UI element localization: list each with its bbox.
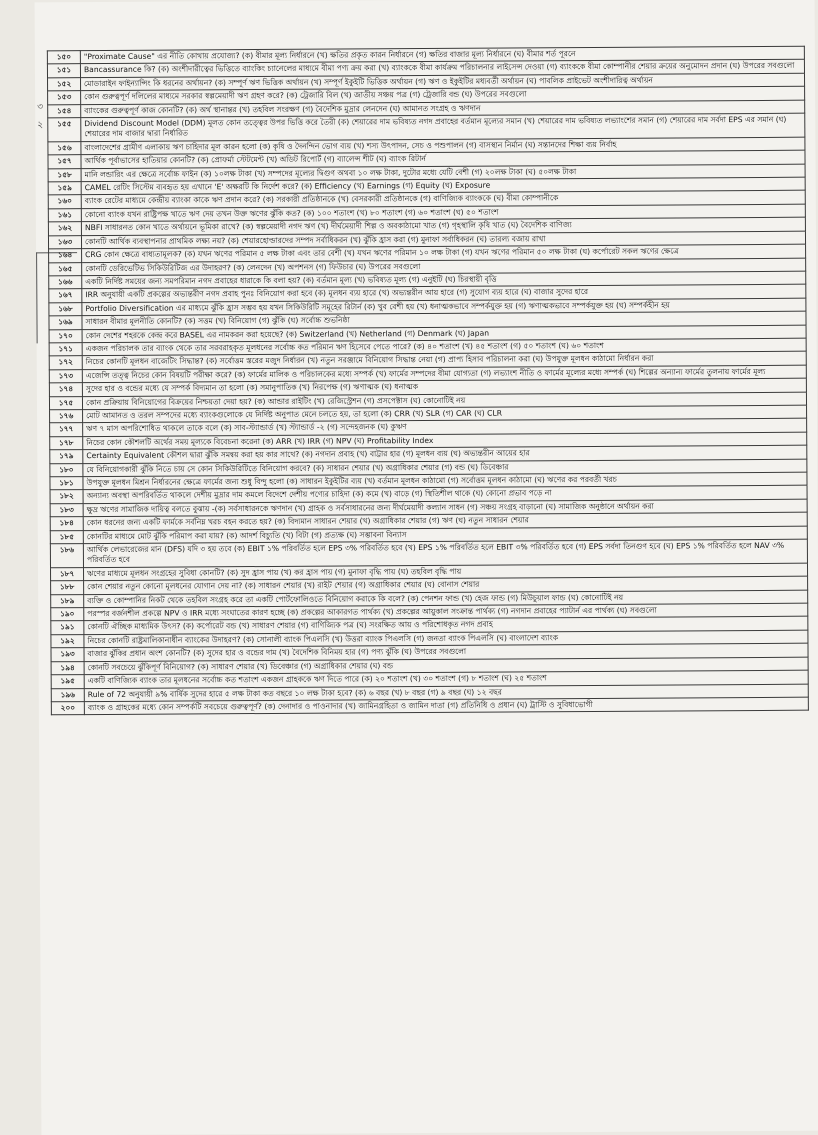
question-number: ১৭৭ bbox=[50, 423, 83, 437]
question-number: ১৮৩ bbox=[50, 503, 83, 517]
question-text: Bancassurance কি? (ক) অংশীদারীত্বের ভিত্তিতে ব্যাংকিং চ্যানেলের মাধ্যমে বীমা পণ্য ক্রয় করা (খ) ব্যাংককে বীমা কার্যক্রম পরিচালনার লাইসেন্স দেওয়া (গ) ব্যাংককে বীমা কোম্পানীর শেয়ার ক্রয়ের অনুমোদন প্রদান (ঘ) উপরের সবগুলো bbox=[80, 60, 804, 78]
question-text: আর্থিক লেভারেজের মান (DFS) যদি ৩ হয় তবে (ক) EBIT ১% পরিবর্তিত হলে EPS ৩% পরিবর্তিত হবে (খ) EPS ১% পরিবর্তিত হলে EBIT ৩% পরিবর্তিত হবে (গ) EPS সর্বদা তিনগুণ হবে (ঘ) EPS ১% পরিবর্তিত হলে NAV ৩% পরিবর্তিত হবে bbox=[83, 539, 807, 567]
question-number: ১৬১ bbox=[48, 208, 81, 222]
question-number: ১৫২ bbox=[48, 77, 81, 91]
question-text: একজন পরিচালক তার ব্যাংক থেকে তার সরবরাহকৃত মূলধনের সর্বোচ্চ কত পরিমান ঋণ হিসেবে পেতে পারে? (ক) ৪০ শতাংশ (খ) ৪৫ শতাংশ (গ) ৫০ শতাংশ (ঘ) ৬০ শতাংশ bbox=[82, 338, 806, 356]
question-text: নিচের কোনটি মূলধন বাজেটিং সিদ্ধান্ত? (ক) সর্বোত্তম স্তরের মজুদ নির্ধারন (খ) নতুন সরঞ্জামে বিনিয়োগ সিদ্ধান্ত নেয়া (গ) প্রাপ্য হিসাব পরিচালনা করা (ঘ) উপযুক্ত মূলধন কাঠামো নির্ধারন করা bbox=[82, 352, 806, 370]
question-number: ১৬০ bbox=[48, 195, 81, 209]
question-number: ১৫৮ bbox=[48, 168, 81, 182]
question-text: ব্যাংক ও গ্রাহকের মধ্যে কোন সম্পর্কটি সবচেয়ে গুরুত্বপূর্ণ? (ক) দেনাদার ও পাওনাদার (খ) জামিনগ্রহিতা ও জামিন দাতা (গ) প্রতিনিধি ও প্রধান (ঘ) ট্রাস্টি ও সুবিধাভোগী bbox=[84, 697, 808, 715]
question-number: ১৯৪ bbox=[51, 661, 84, 675]
question-text: মোট আমানত ও তরল সম্পদের মধ্যে ব্যাংকগুলোকে যে নির্দিষ্ট অনুপাত মেনে চলতে হয়, তা হলো (ক) CRR (খ) SLR (গ) CAR (ঘ) CLR bbox=[83, 405, 807, 423]
question-number: ১৯১ bbox=[51, 621, 84, 635]
question-text: Certainty Equivalent কৌশল দ্বারা ঝুঁকি সমন্বয় করা হয় কার সাথে? (ক) নগদান প্রবাহ (খ) বাট্টার হার (গ) মূলধন ব্যয় (ঘ) অভ্যন্তরীন আয়ের হার bbox=[83, 445, 807, 463]
question-text: কোন ধরনের জন্য একটি ফার্মকে সর্বনিম্ন খরচ বহন করতে হয়? (ক) বিদ্যমান সাধারন শেয়ার (খ) অগ্রাধিকার শেয়ার (গ) ঋণ (ঘ) নতুন সাধারন শেয়ার bbox=[83, 512, 807, 530]
question-number: ১৭৮ bbox=[50, 436, 83, 450]
question-number: ১৯৩ bbox=[51, 648, 84, 662]
question-text: ব্যাংক রেটের মাধ্যমে কেন্দ্রীয় ব্যাংকা কাকে ঋণ প্রদান করে? (ক) সরকারী প্রতিষ্ঠানকে (খ) বেসরকারী প্রতিষ্ঠানকে (গ) বাণিজ্যিক ব্যাংককে (ঘ) বীমা কোম্পানীকে bbox=[81, 191, 805, 209]
question-text: Dividend Discount Model (DDM) মূলত কোন তত্ত্বের উপর ভিত্তি করে তৈরী (ক) শেয়ারের দাম ভবিষ্যত নগদ প্রবাহের বর্তমান মূল্যের সমান (খ) শেয়ারের দাম ভবিষ্যত লভ্যাংশের সমান (গ) শেয়ারের দাম সর্বদা EPS এর সমান (ঘ) শেয়ারের দাম বাজার দ্বারা নির্ধারিত bbox=[81, 113, 805, 141]
question-number: ১৯২ bbox=[51, 634, 84, 648]
question-text: উপযুক্ত মূলধন মিশ্রন নির্ধারনের ক্ষেত্রে ফার্মের জন্য শুধু বিন্দু হলো (ক) সাধারন ইকুইটির ব্যয় (খ) বর্তমান মূলধন কাঠামো (গ) সর্বোত্তম মূলধন কাঠামো (ঘ) ঋণের কর পরবর্তী খরচ bbox=[83, 472, 807, 490]
question-number: ১৮৪ bbox=[50, 517, 83, 531]
question-number: ১৭৯ bbox=[50, 450, 83, 464]
margin-mark: ৩ bbox=[37, 102, 44, 113]
question-text: কোনটি আর্থিক ব্যবস্থাপনার প্রাথমিক লক্ষ্য নয়? (ক) শেয়ারহোল্ডারদের সম্পদ সর্বাধিকরন (খ) ঝুঁকি হ্রাস করা (গ) মুনাফা সর্বাধিকরন (ঘ) তারল্য বজায় রাখা bbox=[81, 231, 805, 249]
question-text: কোন শেয়ার নতুন কোনো মূলধনের যোগান দেয় না? (ক) সাধারন শেয়ার (খ) রাইট শেয়ার (গ) অগ্রাধিকার শেয়ার (ঘ) বোনাস শেয়ার bbox=[84, 576, 808, 594]
question-number: ১৮৭ bbox=[50, 567, 83, 581]
question-text: পরস্পর বর্জনশীল প্রকল্পে NPV ও IRR মধ্যে সংঘাতের কারণ হচ্ছে (ক) প্রকল্পের আকারগত পার্থক্য (খ) প্রকল্পের আয়ুকাল সংক্রান্ত পার্থক্য (গ) নগদান প্রবাহের প্যাটার্ন এর পার্থক্য (ঘ) সবগুলো bbox=[84, 603, 808, 621]
question-number: ১৭০ bbox=[49, 329, 82, 343]
question-number: ১৭৪ bbox=[49, 383, 82, 397]
question-number: ১৬৭ bbox=[49, 289, 82, 303]
question-number: ১৫৬ bbox=[48, 141, 81, 155]
question-number: ১৭৩ bbox=[49, 369, 82, 383]
question-text: Portfolio Diversification এর মাধ্যমে ঝুঁকি হ্রাস সম্ভব হয় যখন সিকিউরিটি সমূহের রিটার্ন (ক) খুব বেশী হয় (খ) ধনাত্মকভাবে সম্পর্কযুক্ত হয় (গ) ঋণাত্মকভাবে সম্পর্কযুক্ত হয় (ঘ) সম্পর্কহীন হয় bbox=[82, 298, 806, 316]
question-number: ১৮৮ bbox=[51, 581, 84, 595]
question-text: আর্থিক পূর্বাভাসের হাতিয়ার কোনটি? (ক) প্রোফর্মা স্টেটমেন্ট (খ) অডিট রিপোর্ট (গ) ব্যালেন্স শীট (ঘ) ব্যাংক রিটার্ন bbox=[81, 150, 805, 168]
question-number: ১৮১ bbox=[50, 477, 83, 491]
question-text: ক্ষুদ্র ঋণের সামাজিক দায়িত্ব বলতে বুঝায় -(ক) সর্বসাধারনকে ঋণদান (খ) গ্রাহক ও সর্বসাধারনের জন্য দীর্ঘমেয়াদী কল্যান সাধন (গ) সঞ্চয় সংগ্রহ বাড়ানো (ঘ) সামাজিক অনুষ্ঠানে অর্থায়ন করা bbox=[83, 499, 807, 517]
question-text: CAMEL রেটিং সিস্টেম ব্যবহৃত হয় এখানে 'E' অক্ষরটি কি নির্দেশ করে? (ক) Efficiency (খ) Earnings (গ) Equity (ঘ) Exposure bbox=[81, 177, 805, 195]
question-number: ১৫৪ bbox=[48, 104, 81, 118]
question-text: ব্যাংকের গুরুত্বপূর্ণ কাজ কোনটি? (ক) অর্থ স্থানান্তর (খ) তহবিল সংরক্ষণ (গ) বৈদেশিক মুদ্রার লেনদেন (ঘ) আমানত সংগ্রহ ও ঋণদান bbox=[81, 100, 805, 118]
question-text: কোনটি ডেরিভেটিভ সিকিউরিটিজ এর উদাহরণ? (ক) লেনদেন (খ) অপশনস (গ) ফিউচার (ঘ) উপরের সবগুলো bbox=[82, 258, 806, 276]
question-text: অন্যান্য অবস্থা অপরিবর্তিত থাকলে দেশীয় মুদ্রার দাম কমলে বিদেশে দেশীয় পণ্যের চাহিদা (ক) কমে (খ) বাড়ে (গ) স্থিতিশীল থাকে (ঘ) কোনো প্রভাব পড়ে না bbox=[83, 486, 807, 504]
question-table bbox=[47, 46, 809, 716]
question-number: ১৭২ bbox=[49, 356, 82, 370]
question-text: ব্যক্তি ও কোম্পানির নিকট থেকে তহবিল সংগ্রহ করে তা একটি পোর্টফোলিওতে বিনিয়োগ করাকে কি বলে? (ক) পেনশন ফান্ড (খ) হেজ ফান্ড (গ) মিউচুয়াল ফান্ড (ঘ) কোনোটিই নয় bbox=[84, 590, 808, 608]
question-text: নিচের কোনটি রাষ্ট্রমালিকানাধীন ব্যাংকের উদাহরণ? (ক) সোনালী ব্যাংক পিএলসি (খ) উত্তরা ব্যাংক পিএলসি (গ) জনতা ব্যাংক পিএলসি (ঘ) বাংলাদেশ ব্যাংক bbox=[84, 630, 808, 648]
question-number: ১৮৯ bbox=[51, 594, 84, 608]
question-text: CRG কোন ক্ষেত্রে বাধ্যতামূলক? (ক) যখন ঋণের পরিমান ৫ লক্ষ টাকা এবং তার বেশী (খ) যখন ঋণের পরিমান ১০ লক্ষ টাকা (গ) যখন ঋণের পরিমান ৫০ লক্ষ টাকা (ঘ) কর্পোরেট সকল ঋণের ক্ষেত্রে bbox=[82, 244, 806, 262]
question-number: ১৬৮ bbox=[49, 302, 82, 316]
question-number: ২০০ bbox=[51, 702, 84, 716]
question-text: বাংলাদেশের গ্রামীণ এলাকায় ঋণ চাহিদার মূল কারন হলো (ক) কৃষি ও দৈনন্দিন ভোগ ব্যয় (খ) শস্য উৎপাদন, সেচ ও পশুপালন (গ) বাসস্থান নির্মান (ঘ) সন্তানদের শিক্ষা ব্যয় নির্বাহ bbox=[81, 137, 805, 155]
question-text: সাধারন বীমার মূলনীতি কোনটি? (ক) সত্তম (খ) বিনিয়োগ (গ) ঝুঁকি (ঘ) সর্বোচ্চ শুভনিষ্ঠা bbox=[82, 311, 806, 329]
question-number: ১৭৬ bbox=[50, 410, 83, 424]
question-number: ১৮৬ bbox=[50, 544, 83, 568]
question-text: যে বিনিয়োগকারী ঝুঁকি নিতে চায় সে কোন সিকিউরিটিতে বিনিয়োগ করবে? (ক) সাধারন শেয়ার (খ) অগ্রাধিকার শেয়ার (গ) বন্ড (ঘ) ডিবেঞ্চার bbox=[83, 459, 807, 477]
question-number: ১৫১ bbox=[47, 64, 80, 78]
question-text: কোন দেশের শহরকে কেন্দ্র করে BASEL এর নামকরন করা হয়েছে? (ক) Switzerland (খ) Netherland (গ) Denmark (ঘ) Japan bbox=[82, 325, 806, 343]
question-number: ১৭৫ bbox=[49, 396, 82, 410]
question-number: ১৫০ bbox=[47, 51, 80, 65]
question-text: মানি লন্ডারিং এর ক্ষেত্রে সর্বোচ্চ ফাইন (ক) ১০লক্ষ টাকা (খ) সম্পদের মূল্যের দ্বিগুণ অথবা ১০ লক্ষ টাকা, দুটোর মধ্যে যেটি বেশী (গ) ২০লক্ষ টাকা (ঘ) ৫০লক্ষ টাকা bbox=[81, 164, 805, 182]
question-number: ১৬৯ bbox=[49, 316, 82, 330]
question-text: একটি নির্দিষ্ট সময়ের জন্য সমপরিমান নগদ প্রবাহের ধারাকে কি বলা হয়? (ক) বর্তমান মূল্য (খ) ভবিষ্যত মূল্য (গ) এনুইটি (ঘ) চিরস্থায়ী বৃত্তি bbox=[82, 271, 806, 289]
question-number: ১৯৬ bbox=[51, 688, 84, 702]
question-text: কোনটি ঐচ্ছিক মাধ্যমিক উৎস? (ক) কর্পোরেট বন্ড (খ) সাধারণ শেয়ার (গ) বাণিজ্যিক পত্র (ঘ) সংরক্ষিত আয় ও পরিশোধকৃত নগদ প্রবাহ bbox=[84, 617, 808, 635]
question-text: কোন গুরুত্বপূর্ণ দলিলের মাধ্যমে সরকার স্বল্পমেয়াদী ঋণ গ্রহণ করে? (ক) ট্রেজারি বিল (খ) জাতীয় সঞ্চয় পত্র (গ) ট্রেজারি বন্ড (ঘ) উপরের সবগুলো bbox=[81, 86, 805, 104]
question-text: মোডারাইন ফাইন্যান্সিং কি ধরনের অর্থায়ন? (ক) সম্পূর্ণ ঋণ ভিত্তিক অর্থায়ন (খ) সম্পূর্ণ ইকুইটি ভিত্তিক অর্থায়ন (গ) ঋণ ও ইকুইটির মধ্যবর্তী অর্থায়ন (ঘ) পাবলিক প্রাইভেট অংশীদারিত্ব অর্থায়ন bbox=[81, 73, 805, 91]
question-number: ১৬৩ bbox=[48, 235, 81, 249]
question-number: ১৬২ bbox=[48, 222, 81, 236]
question-text: কোনো ব্যাংক যখন রাষ্ট্রিপক্ষ খাতে ঋণ দেয় তখন উক্ত ঋণের ঝুঁকি কত? (ক) ১০০ শতাংশ (খ) ৮০ শতাংশ (গ) ৬০ শতাংশ (ঘ) ৫০ শতাংশ bbox=[81, 204, 805, 222]
question-text: এজেন্সি তত্ত্ব নিচের কোন বিষয়টি পরীক্ষা করে? (ক) ফার্মের মালিক ও পরিচালকের মধ্যে সম্পর্ক (খ) ফার্মের সম্পদের বীমা যোগ্যতা (গ) লভ্যাংশ নীতি ও ফার্মের মূল্যের মধ্যে সম্পর্ক (ঘ) শিল্পের অন্যান্য ফার্মের তুলনায় ফার্মের মূল্য bbox=[82, 365, 806, 383]
question-number: ১৫৫ bbox=[48, 118, 81, 142]
question-text: সুদের হার ও বন্ডের মধ্যে যে সম্পর্ক বিদ্যমান তা হলো (ক) সমানুপাতিক (খ) নিরপেক্ষ (গ) ঋণাত্মক (ঘ) ধনাত্মক bbox=[82, 378, 806, 396]
question-number: ১৫৯ bbox=[48, 182, 81, 196]
question-text: কোন প্রক্রিয়ায় বিনিয়োগের বিক্রয়ের নিশ্চয়তা দেয়া হয়? (ক) আন্ডার রাইটিং (খ) রেজিস্ট্রেশন (গ) প্রসপেক্টাস (ঘ) কোনোটিই নয় bbox=[82, 392, 806, 410]
question-number: ১৮০ bbox=[50, 463, 83, 477]
question-number: ১৮৫ bbox=[50, 530, 83, 544]
question-number: ১৬৫ bbox=[49, 262, 82, 276]
question-number: ১৯৫ bbox=[51, 675, 84, 689]
question-number: ১৮২ bbox=[50, 490, 83, 504]
question-number: ১৬৪ bbox=[49, 249, 82, 263]
question-text: ঋণের মাধ্যমে মূলধন সংগ্রহের সুবিধা কোনটি? (ক) সুদ হ্রাস পায় (খ) কর হ্রাস পায় (গ) মুনাফা বৃদ্ধি পায় (ঘ) তহবিল বৃদ্ধি পায় bbox=[83, 563, 807, 581]
question-number: ১৬৬ bbox=[49, 276, 82, 290]
question-text: কোনটি সবচেয়ে ঝুঁকিপূর্ণ বিনিয়োগ? (ক) সাধারণ শেয়ার (খ) ডিবেঞ্চার (গ) অগ্রাধিকার শেয়ার (ঘ) বন্ড bbox=[84, 657, 808, 675]
question-number: ১৭১ bbox=[49, 343, 82, 357]
question-number: ১৫৩ bbox=[48, 91, 81, 105]
question-number: ১৯০ bbox=[51, 608, 84, 622]
question-text: NBFI সাধারনত কোন খাতে অর্থায়নে ভূমিকা রাখে? (ক) স্বল্পমেয়াদী নগদ ঋণ (খ) দীর্ঘমেয়াদী শিল্প ও অবকাঠামো খাত (গ) গৃহস্থালি কৃষি খাত (ঘ) বৈদেশিক বাণিজ্য bbox=[81, 217, 805, 235]
question-text: IRR অনুযায়ী একটি প্রকল্পের অভ্যন্তরীণ নগদ প্রবাহ পুনঃ বিনিয়োগ করা হবে (ক) মূলধন ব্যয় হারে (খ) অভ্যন্তরীন আয় হারে (গ) সুযোগ ব্যয় হারে (ঘ) বাজার সুদের হারে bbox=[82, 284, 806, 302]
question-text: একটি বাণিজ্যিক ব্যাংক তার মূলধনের সর্বোচ্চ কত শতাংশ একজন গ্রাহককে ঋণ দিতে পারে (ক) ২০ শতাংশ (খ) ৩০ শতাংশ (গ) ৮ শতাংশ (ঘ) ২৫ শতাংশ bbox=[84, 670, 808, 688]
question-number: ১৫৭ bbox=[48, 155, 81, 169]
question-text: "Proximate Cause" এর নীতি কোথায় প্রযোজ্য? (ক) বীমার মূল্য নির্ধারনে (খ) ক্ষতির প্রকৃত কারন নির্ধারনে (গ) ক্ষতির বাজার মূল্য নির্ধারনে (ঘ) বীমার শর্ত পূরনে bbox=[80, 46, 804, 64]
margin-mark: ২ bbox=[37, 120, 44, 131]
question-text: কোনটির মাধ্যমে মোট ঝুঁকি পরিমাপ করা যায়? (ক) আদর্শ বিচ্যুতি (খ) বিটা (গ) প্রত্যক্ষ (ঘ) সম্ভাবনা বিন্যাস bbox=[83, 526, 807, 544]
question-text: ঋণ ৭ মাস অপরিশোধিত থাকলে তাকে বলে (ক) সাব-স্ট্যান্ডার্ড (খ) স্ট্যান্ডার্ড -২ (গ) সন্দেহজনক (ঘ) কুঋণ bbox=[83, 419, 807, 437]
question-text: নিচের কোন কৌশলটি অর্থের সময় মূল্যকে বিবেচনা করেনা (ক) ARR (খ) IRR (গ) NPV (ঘ) Profitability Index bbox=[83, 432, 807, 450]
question-text: Rule of 72 অনুযায়ী ৯% বার্ষিক সুদের হারে ৫ লক্ষ টাকা কত বছরে ১০ লক্ষ টাকা হবে? (ক) ৬ বছর (খ) ৮ বছর (গ) ৯ বছর (ঘ) ১২ বছর bbox=[84, 684, 808, 702]
question-text: বাজার ঝুঁকির প্রধান অংশ কোনটি? (ক) সুদের হার ও বন্ডের দাম (খ) বৈদেশিক বিনিময় হার (গ) পণ্য ঝুঁকি (ঘ) উপরের সবগুলো bbox=[84, 643, 808, 661]
exam-page bbox=[35, 0, 818, 1135]
